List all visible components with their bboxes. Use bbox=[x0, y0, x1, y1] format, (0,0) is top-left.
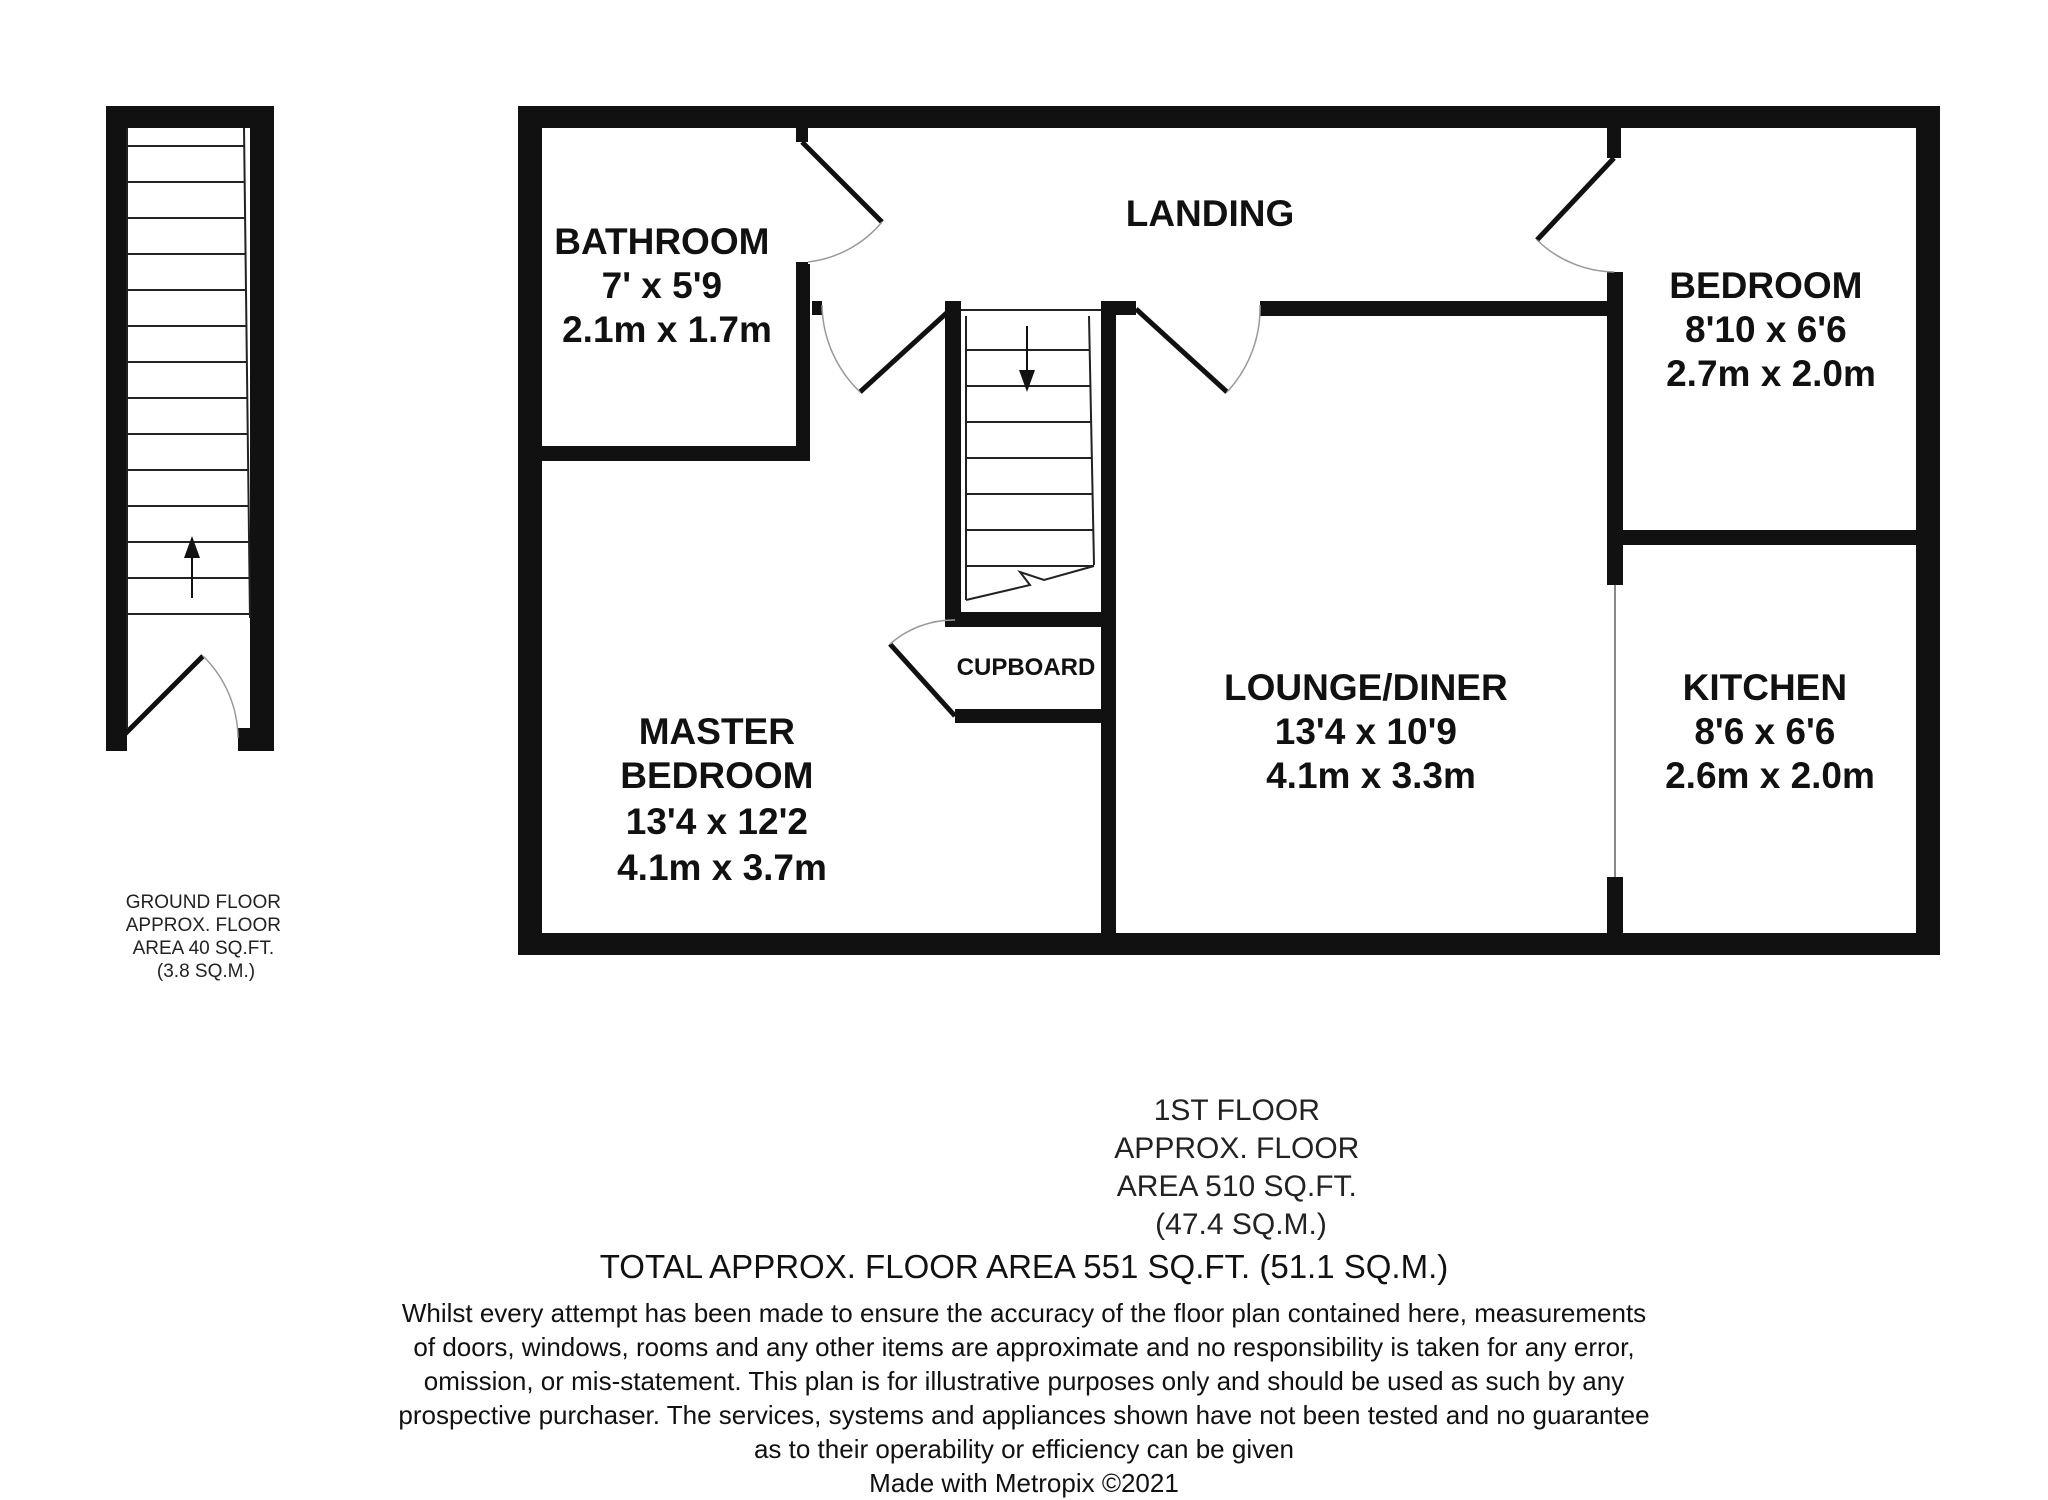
ground-wall-left bbox=[106, 106, 127, 751]
bedroom-wall-stub bbox=[1607, 128, 1621, 158]
first-floor-staircase bbox=[961, 310, 1101, 600]
kitchen-wall-lower bbox=[1607, 877, 1623, 933]
stair-wall-left bbox=[945, 301, 961, 627]
stair-wall-bottom bbox=[945, 612, 1116, 627]
total-floor-area: TOTAL APPROX. FLOOR AREA 551 SQ.FT. (51.1 SQ.M.) bbox=[599, 1248, 1449, 1285]
disclaimer-line: Whilst every attempt has been made to ensure the accuracy of the floor plan contained here, measurements bbox=[401, 1298, 1647, 1328]
ground-staircase bbox=[127, 128, 250, 728]
bedroom-door bbox=[1537, 158, 1614, 272]
room-label-landing: LANDING bbox=[1125, 193, 1295, 234]
room-label-master-bedroom: MASTER BEDROOM 13'4 x 12'2 4.1m x 3.7m bbox=[617, 711, 827, 888]
cupboard-door bbox=[890, 620, 955, 716]
ground-wall-top bbox=[106, 106, 274, 128]
bathroom-wall-stub bbox=[796, 128, 808, 142]
master-bedroom-door bbox=[822, 305, 951, 392]
cupboard-wall-bottom bbox=[955, 709, 1116, 723]
ground-wall-bottom-stub bbox=[238, 728, 274, 751]
bathroom-door bbox=[802, 142, 882, 262]
room-label-lounge-diner: LOUNGE/DINER 13'4 x 10'9 4.1m x 3.3m bbox=[1224, 667, 1508, 796]
front-door bbox=[121, 656, 238, 738]
bathroom-wall-bottom bbox=[542, 446, 810, 461]
bathroom-wall-right bbox=[796, 264, 810, 460]
bedroom-wall-bottom bbox=[1607, 530, 1916, 545]
lounge-door bbox=[1136, 305, 1260, 392]
outer-wall-top bbox=[518, 106, 1940, 128]
stair-wall-top-stub bbox=[1101, 301, 1136, 315]
first-floor-plan bbox=[518, 106, 1940, 1241]
landing-wall-stub-left bbox=[812, 301, 822, 315]
down-arrow-icon bbox=[1019, 326, 1035, 392]
up-arrow-icon bbox=[184, 536, 200, 598]
bathroom-wall-right-upper bbox=[796, 262, 808, 282]
credit: Made with Metropix ©2021 bbox=[869, 1468, 1179, 1498]
disclaimer-line: of doors, windows, rooms and any other items are approximate and no responsibility is taken for any error, bbox=[413, 1332, 1635, 1362]
outer-wall-bottom bbox=[518, 933, 1940, 955]
ground-wall-right bbox=[250, 106, 274, 751]
room-label-bedroom: BEDROOM 8'10 x 6'6 2.7m x 2.0m bbox=[1666, 265, 1876, 394]
disclaimer-line: as to their operability or efficiency can be given bbox=[753, 1434, 1295, 1464]
ground-floor-area: GROUND FLOOR APPROX. FLOOR AREA 40 SQ.FT. (3.8 SQ.M.) bbox=[125, 892, 281, 982]
disclaimer bbox=[0, 1296, 2048, 1500]
ground-floor-plan bbox=[106, 106, 286, 982]
room-label-cupboard: CUPBOARD bbox=[956, 654, 1096, 681]
disclaimer-line: omission, or mis-statement. This plan is for illustrative purposes only and should be used as such by any bbox=[423, 1366, 1625, 1396]
first-floor-area: 1ST FLOOR APPROX. FLOOR AREA 510 SQ.FT. (47.4 SQ.M.) bbox=[1114, 1094, 1360, 1241]
disclaimer-line: prospective purchaser. The services, systems and appliances shown have not been tested and no guarantee bbox=[398, 1400, 1650, 1430]
outer-wall-left bbox=[518, 106, 542, 955]
lounge-wall-top bbox=[1260, 301, 1610, 316]
room-label-kitchen: KITCHEN 8'6 x 6'6 2.6m x 2.0m bbox=[1665, 667, 1875, 796]
outer-wall-right bbox=[1916, 106, 1940, 955]
room-label-bathroom: BATHROOM 7' x 5'9 2.1m x 1.7m bbox=[554, 221, 772, 350]
